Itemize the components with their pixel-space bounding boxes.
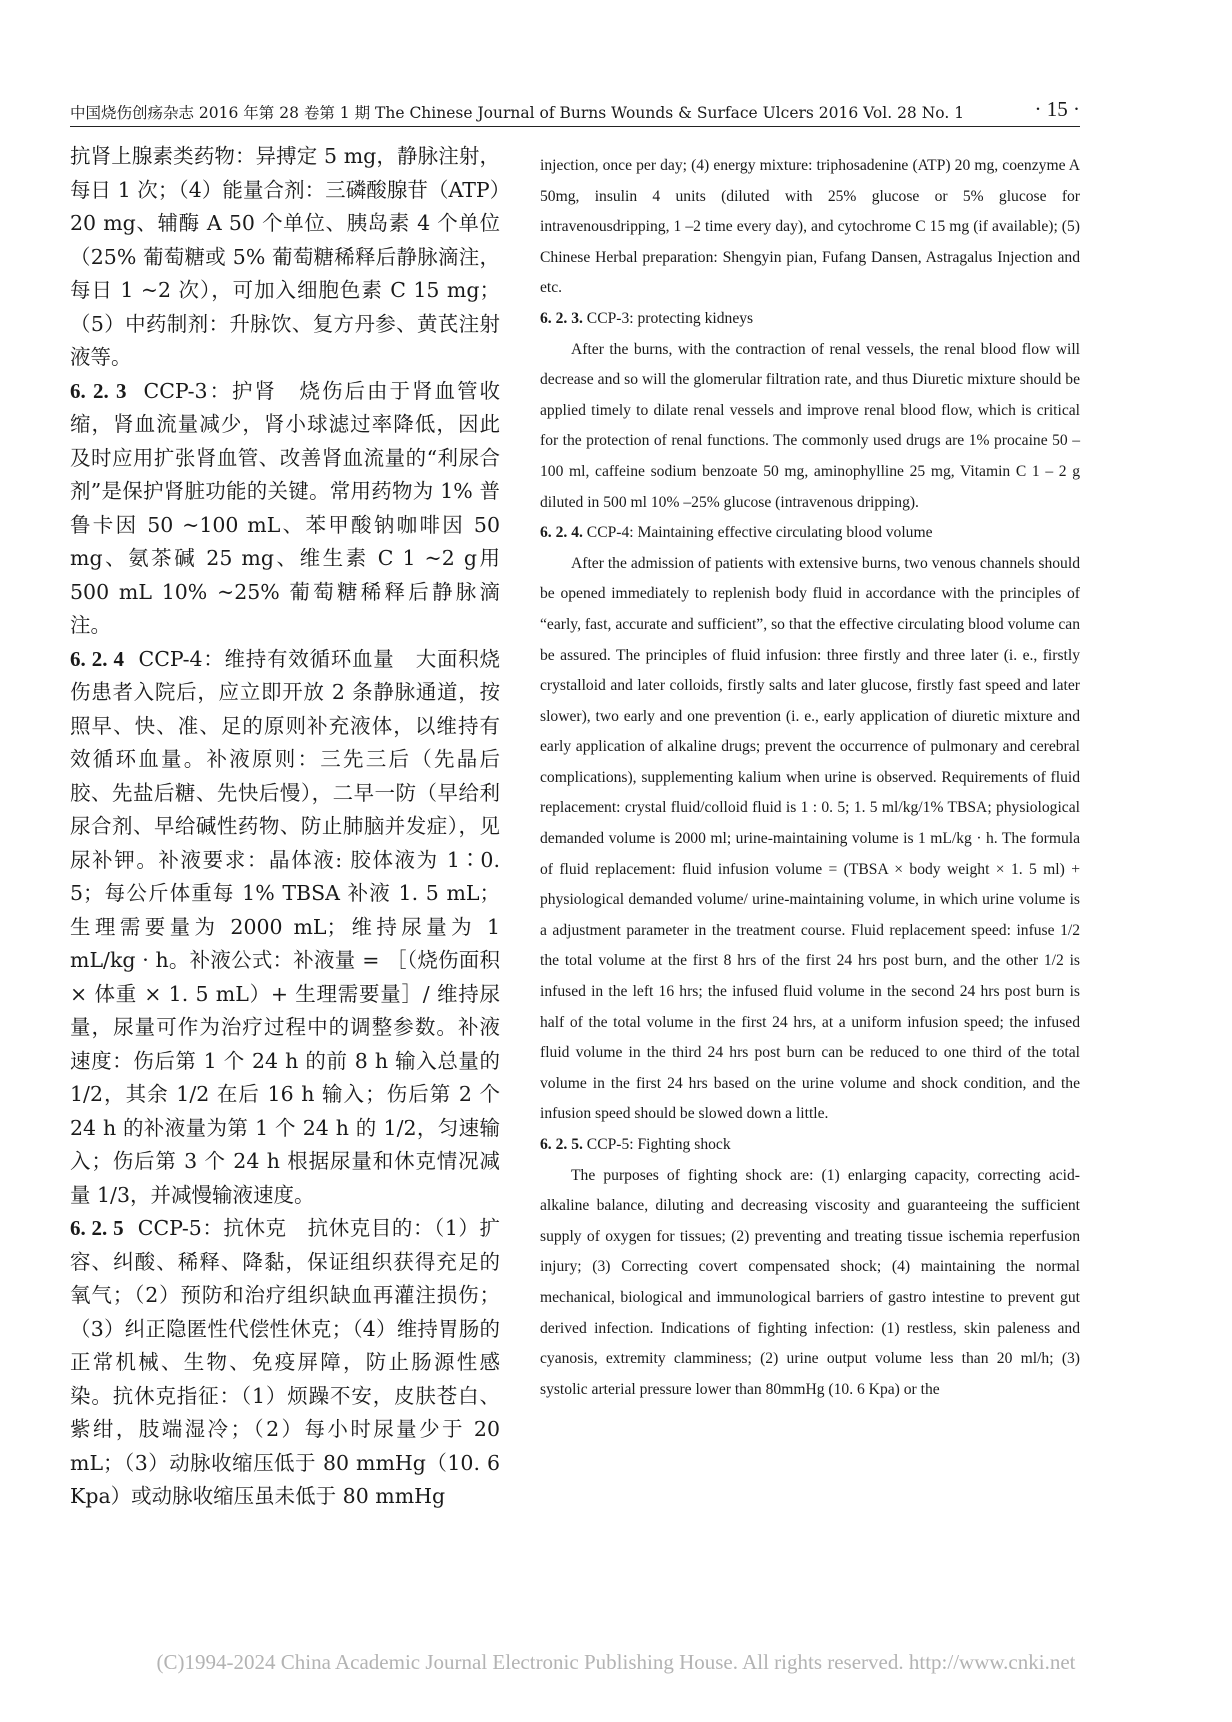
en-paragraph-6-2-3: After the burns, with the contraction of renal vessels, the renal blood flow will decrease and so will the glomerular filtration rate, and thus Diuretic mixture should be applied timely to dilate renal vessels and improve renal blood flow, which is critical for the protection of renal functions. The commonly used drugs are 1% procaine 50 – 100 ml, caffeine sodium benzoate 50 mg, aminophylline 25 mg, Vitamin C 1 – 2 g diluted in 500 ml 10% –25% glucose (intravenous dripping). [540,340,1080,511]
header-rule [70,126,1080,127]
page-number: · 15 · [1034,97,1080,121]
cn-section-6-2-5 [70,1212,500,1514]
heading-text: CCP-4: Maintaining effective circulating blood volume [586,524,933,542]
heading-number: 6. 2. 5. [540,1136,583,1153]
en-paragraph-continued: injection, once per day; (4) energy mixture: triphosadenine (ATP) 20 mg, coenzyme A 50mg, insulin 4 units (diluted with 25% glucose or 5% glucose for intravenousdripping, 1 –2 time every day), and cytochrome C 15 mg (if available); (5) Chinese Herbal preparation: Shengyin pian, Fufang Dansen, Astragalus Injection and etc. [540,157,1080,297]
english-column [540,151,1080,1405]
section-text: CCP-5：抗休克 抗休克目的：（1）扩容、纠酸、稀释、降黏，保证组织获得充足的氧气；（2）预防和治疗组织缺血再灌注损伤；（3）纠正隐匿性代偿性休克；（4）维持胃肠的正常机械、生物、免疫屏障，防止肠源性感染。抗休克指征：（1）烦躁不安，皮肤苍白、紫绀，肢端湿冷；（2）每小时尿量少于 20 mL；（3）动脉收缩压低于 80 mmHg（10. 6 Kpa）或动脉收缩压虽未低于 80 mmHg [70,1216,500,1508]
en-heading-6-2-5 [540,1130,1080,1161]
section-text: CCP-4：维持有效循环血量 大面积烧伤患者入院后，应立即开放 2 条静脉通道，按照早、快、准、足的原则补充液体，以维持有效循环血量。补液原则：三先三后（先晶后胶、先盐后糖、先快后慢），二早一防（早给利尿合剂、早给碱性药物、防止肺脑并发症），见尿补钾。补液要求：晶体液: 胶体液为 1∶0. 5；每公斤体重每 1% TBSA 补液 1. 5 mL；生理需要量为 2000 mL；维持尿量为 1 mL/kg · h。补液公式：补液量 = ［（烧伤面积 × 体重 × 1. 5 mL）+ 生理需要量］/ 维持尿量，尿量可作为治疗过程中的调整参数。补液速度：伤后第 1 个 24 h 的前 8 h 输入总量的 1/2，其余 1/2 在后 16 h 输入；伤后第 2 个 24 h 的补液量为第 1 个 24 h 的 1/2，匀速输入；伤后第 3 个 24 h 根据尿量和休克情况减量 1/3，并减慢输液速度。 [70,646,500,1207]
section-text: CCP-3：护肾 烧伤后由于肾血管收缩，肾血流量减少，肾小球滤过率降低，因此及时应用扩张肾血管、改善肾血流量的“利尿合剂”是保护肾脏功能的关键。常用药物为 1% 普鲁卡因 50 ~100 mL、苯甲酸钠咖啡因 50 mg、氨茶碱 25 mg、维生素 C 1 ~2 g用 500 mL 10% ~25% 葡萄糖稀释后静脉滴注。 [70,378,500,637]
en-paragraph-6-2-5: The purposes of fighting shock are: (1) enlarging capacity, correcting acid-alkaline balance, diluting and decreasing viscosity and guaranteeing the sufficient supply of oxygen for tissues; (2) preventing and treating tissue ischemia reperfusion injury; (3) Correcting covert compensated shock; (4) maintaining the normal mechanical, biological and immunological barriers of gastro intestine to prevent gut derived infection. Indications of fighting infection: (1) restless, skin paleness and cyanosis, extremity clamminess; (2) urine output volume less than 20 ml/h; (3) systolic arterial pressure lower than 80mmHg (10. 6 Kpa) or the [540,1166,1080,1398]
cn-section-6-2-3 [70,375,500,643]
en-heading-6-2-4 [540,518,1080,549]
heading-text: CCP-3: protecting kidneys [586,309,754,327]
en-heading-6-2-3 [540,304,1080,335]
heading-number: 6. 2. 4. [540,524,583,542]
journal-citation: 中国烧伤创疡杂志 2016 年第 28 卷第 1 期 The Chinese Journal of Burns Wounds & Surface Ulcers 2016 Vol. 28 No. 1 [70,104,965,122]
cn-paragraph-continued: 抗肾上腺素类药物：异搏定 5 mg，静脉注射，每日 1 次；（4）能量合剂：三磷酸腺苷（ATP）20 mg、辅酶 A 50 个单位、胰岛素 4 个单位（25% 葡萄糖或 5% 葡萄糖稀释后静脉滴注，每日 1 ~2 次），可加入细胞色素 C 15 mg；（5）中药制剂：升脉饮、复方丹参、黄芪注射液等。 [70,144,500,369]
section-number: 6. 2. 4 [70,646,124,671]
section-number: 6. 2. 3 [70,378,127,403]
en-paragraph-6-2-4: After the admission of patients with extensive burns, two venous channels should be opened immediately to replenish body fluid in accordance with the principles of “early, fast, accurate and sufficient”, so that the effective circulating blood volume can be assured. The principles of fluid infusion: three firstly and three later (i. e., firstly crystalloid and later colloids, firstly salts and later glucose, firstly fast speed and later slower), two early and one prevention (i. e., early application of diuretic mixture and early application of alkaline drugs; prevent the occurrence of pulmonary and cerebral complications), supplementing kalium when urine is observed. Requirements of fluid replacement: crystal fluid/colloid fluid is 1 : 0. 5; 1. 5 ml/kg/1% TBSA; physiological demanded volume is 2000 ml; urine-maintaining volume is 1 mL/kg · h. The formula of fluid replacement: fluid infusion volume = (TBSA × body weight × 1. 5 ml) + physiological demanded volume/ urine-maintaining volume, in which urine volume is a adjustment parameter in the treatment course. Fluid replacement speed: infuse 1/2 the total volume at the first 8 hrs of the first 24 hrs post burn, and the other 1/2 is infused in the left 16 hrs; the infused fluid volume in the second 24 hrs post burn is half of the total volume in the first 24 hrs, at a uniform infusion speed; the infused fluid volume in the third 24 hrs post burn can be reduced to one third of the total volume in the first 24 hrs based on the urine volume and shock condition, and the infusion speed should be slowed down a little. [540,554,1080,1123]
chinese-column [70,140,500,1514]
heading-text: CCP-5: Fighting shock [586,1136,731,1153]
running-header [70,95,1080,125]
copyright-footer: (C)1994-2024 China Academic Journal Electronic Publishing House. All rights reserved. http://www.cnki.net [156,1650,1076,1674]
cn-section-6-2-4 [70,643,500,1213]
heading-number: 6. 2. 3. [540,309,583,327]
section-number: 6. 2. 5 [70,1216,124,1240]
